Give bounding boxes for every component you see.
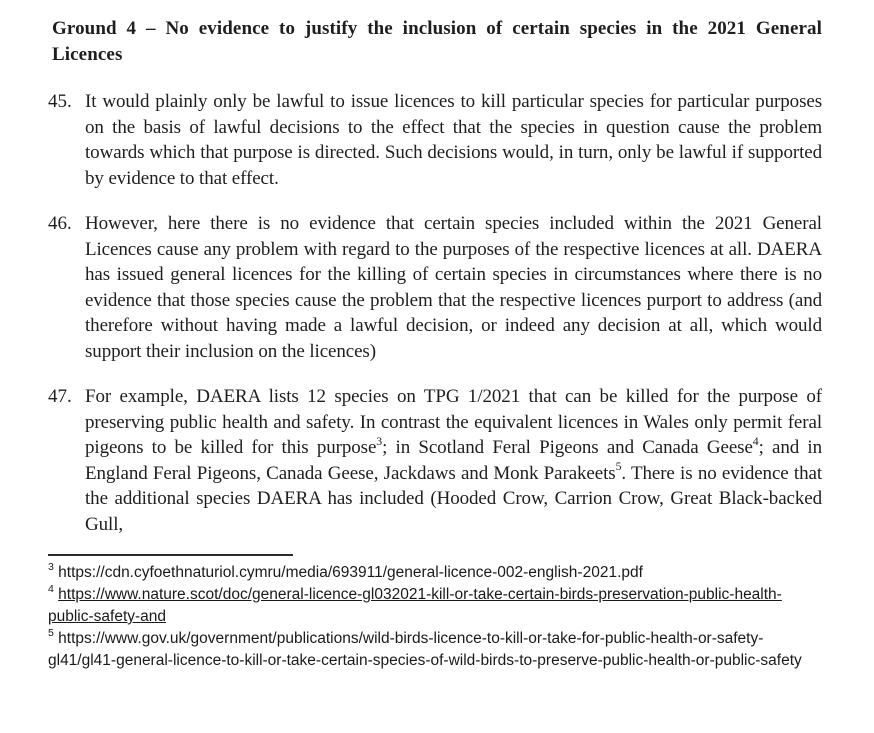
paragraph-text: However, here there is no evidence that certain species included within the 2021 General Licences cause any problem with regard to the purposes of the respective licences at all. DAERA has issued general licences for the killing of certain species in circumstances where there is no evidence that those species cause the problem that the respective licences purport to address (and therefore without having made a lawful decision, or indeed any decision at all, which would support their inclusion on the licences) — [85, 213, 822, 362]
footnote-url[interactable]: https://www.gov.uk/government/publications/wild-birds-licence-to-kill-or-take-for-public-health-or-safety-gl41/gl41-general-licence-to-kill-or-take-certain-species-of-wild-birds-to-preserve-public-health-or-public-safety — [48, 630, 802, 669]
footnote — [48, 562, 822, 584]
paragraph-number: 47. — [48, 386, 72, 407]
paragraph-number: 45. — [48, 91, 72, 112]
paragraph-list — [48, 89, 822, 537]
footnote-reference: 3 — [376, 434, 383, 448]
paragraph — [48, 211, 822, 364]
footnote — [48, 584, 822, 628]
footnote-reference: 5 — [615, 460, 622, 473]
footnote-url[interactable]: https://www.nature.scot/doc/general-licence-gl032021-kill-or-take-certain-birds-preservation-public-health-public-safety-and — [48, 586, 782, 625]
footnote-separator — [48, 554, 293, 556]
footnote-marker: 5 — [48, 626, 54, 639]
footnote-marker: 3 — [48, 560, 54, 573]
paragraph-number: 46. — [48, 213, 72, 234]
footnote-marker: 4 — [48, 582, 54, 595]
paragraph — [48, 384, 822, 537]
paragraph — [48, 89, 822, 191]
footnote-list — [48, 562, 822, 672]
section-heading: Ground 4 – No evidence to justify the inclusion of certain species in the 2021 General Licences — [52, 18, 822, 65]
paragraph-text: It would plainly only be lawful to issue licences to kill particular species for particular purposes on the basis of lawful decisions to the effect that the species in question cause the problem towards which that purpose is directed. Such decisions would, in turn, only be lawful if supported by evidence to that effect. — [85, 91, 822, 189]
paragraph-text: For example, DAERA lists 12 species on TPG 1/2021 that can be killed for the purpose of preserving public health and safety. In contrast the equivalent licences in Wales only permit feral pigeons to be killed for this purpose$^3$; in Scotland Feral Pigeons and Canada Geese$^4$; and in England Feral Pigeons, Canada Geese, Jackdaws and Monk Parakeets$^5$. There is no evidence that the additional species DAERA has included (Hooded Crow, Carrion Crow, Great Black-backed Gull, — [85, 386, 823, 535]
footnote-reference: 4 — [752, 434, 759, 448]
footnote — [48, 628, 822, 672]
footnote-url[interactable]: https://cdn.cyfoethnaturiol.cymru/media/693911/general-licence-002-english-2021.pdf — [58, 564, 643, 581]
